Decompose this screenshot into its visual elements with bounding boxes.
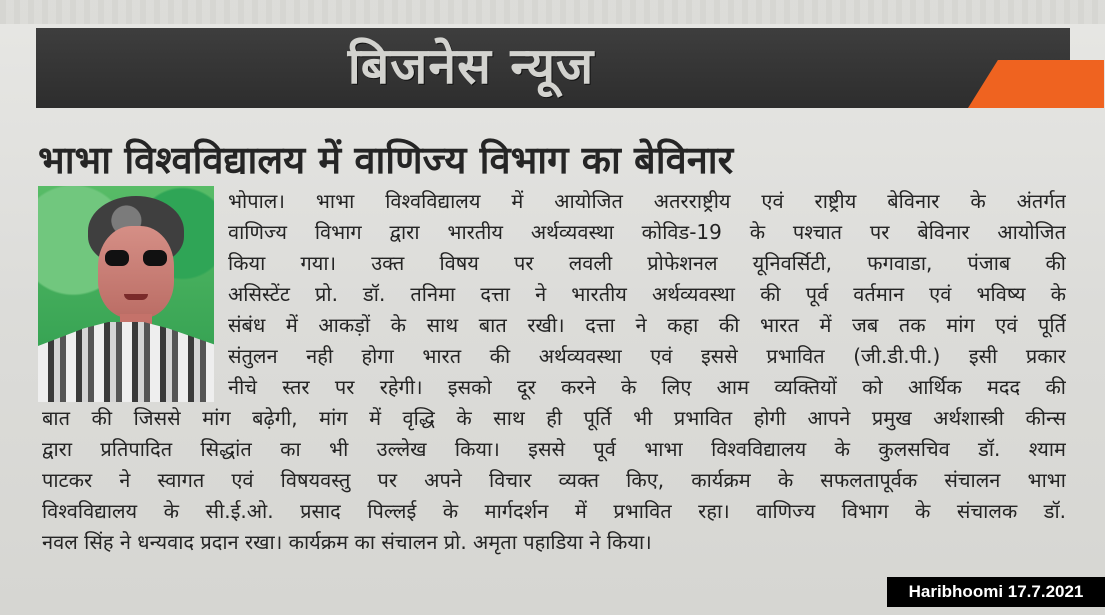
article-line: नीचे स्तर पर रहेगी। इसको दूर करने के लिए आम व्यक्तियों को आर्थिक मदद की — [228, 375, 1066, 399]
article-line: संतुलन नही होगा भारत की अर्थव्यवस्था एवं इससे प्रभावित (जी.डी.पी.) इसी प्रकार — [228, 344, 1066, 368]
article-line: असिस्टेंट प्रो. डॉ. तनिमा दत्ता ने भारतीय अर्थव्यवस्था की पूर्व वर्तमान एवं भविष्य के — [228, 282, 1066, 306]
article-line: नवल सिंह ने धन्यवाद प्रदान रखा। कार्यक्रम का संचालन प्रो. अमृता पहाडिया ने किया। — [42, 530, 652, 554]
article-line: भोपाल। भाभा विश्वविद्यालय में आयोजित अतरराष्ट्रीय एवं राष्ट्रीय बेविनार के अंतर्गत — [228, 189, 1066, 213]
article-line: वाणिज्य विभाग द्वारा भारतीय अर्थव्यवस्था कोविड-19 के पश्चात पर बेविनार आयोजित — [228, 220, 1066, 244]
article-line: पाटकर ने स्वागत एवं विषयवस्तु पर अपने विचार व्यक्त किए, कार्यक्रम के सफलतापूर्वक संचालन भाभा — [42, 468, 1066, 492]
article-headline: भाभा विश्वविद्यालय में वाणिज्य विभाग का बेविनार — [38, 138, 734, 182]
banner-title: बिजनेस न्यूज — [347, 37, 595, 95]
article-line: किया गया। उक्त विषय पर लवली प्रोफेशनल यूनिवर्सिटी, फगवाडा, पंजाब की — [228, 251, 1066, 275]
article-line: द्वारा प्रतिपादित सिद्धांत का भी उल्लेख किया। इससे पूर्व भाभा विश्वविद्यालय के कुलसचिव डॉ. श्याम — [42, 437, 1066, 461]
article-line: संबंध में आकड़ों के साथ बात रखी। दत्ता ने कहा की भारत में जब तक मांग एवं पूर्ति — [228, 313, 1066, 337]
article-line: विश्वविद्यालय के सी.ई.ओ. प्रसाद पिल्लई के मार्गदर्शन में प्रभावित रहा। वाणिज्य विभाग के संचालक डॉ. — [42, 499, 1066, 523]
source-label: Haribhoomi 17.7.2021 — [887, 577, 1105, 607]
article-line: बात की जिससे मांग बढ़ेगी, मांग में वृद्धि के साथ ही पूर्ति भी प्रभावित होगी आपने प्रमुख अर्थशास्त्री कीन्स — [42, 406, 1066, 430]
